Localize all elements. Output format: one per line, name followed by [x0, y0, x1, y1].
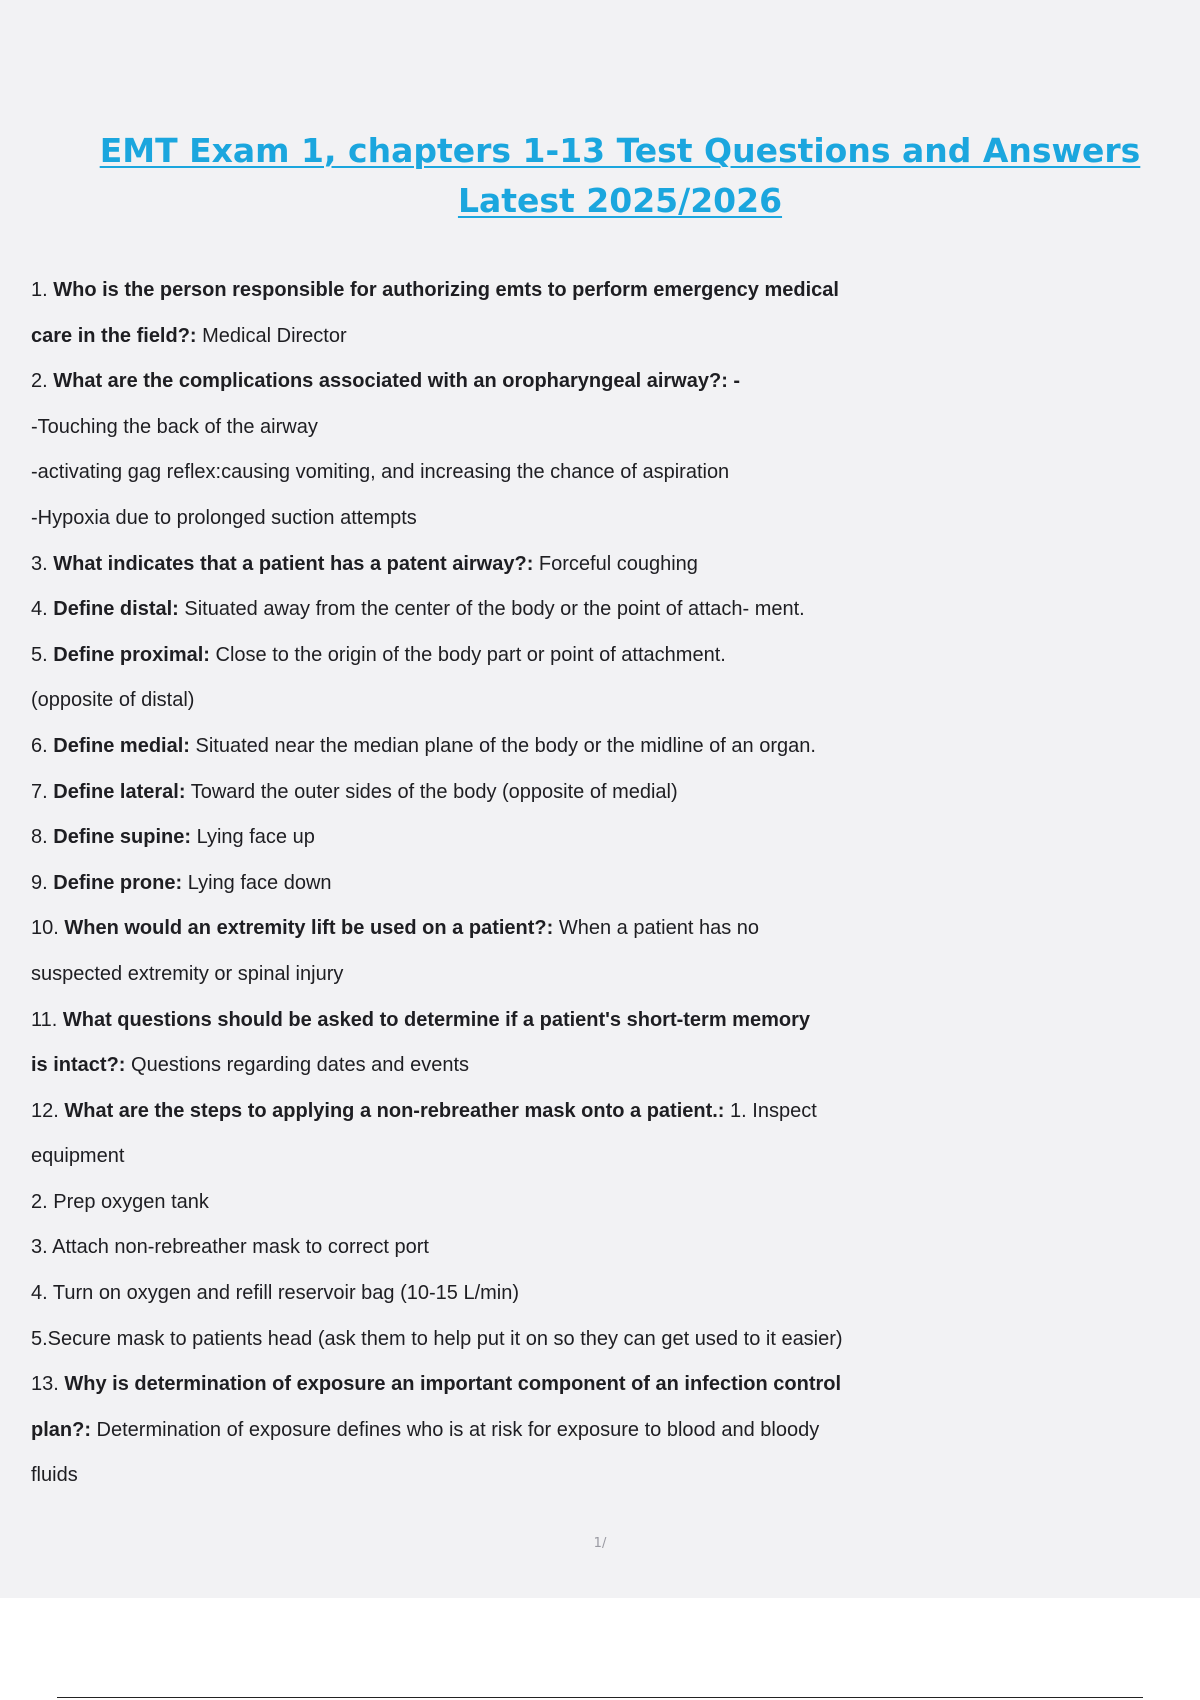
text-line: 2. Prep oxygen tank — [31, 1190, 209, 1213]
text-line: 5. Define proximal: Close to the origin of the body part or point of attachment. — [31, 643, 726, 666]
text-line: is intact?: Questions regarding dates and events — [31, 1054, 470, 1077]
text-line: 4. Turn on oxygen and refill reservoir bag (10-15 L/min) — [31, 1282, 520, 1305]
text-line: 11. What questions should be asked to determine if a patient's short-term memory — [31, 1008, 810, 1031]
text-line: 1. Who is the person responsible for authorizing emts to perform emergency medical — [31, 279, 839, 301]
text-line: 13. Why is determination of exposure an important component of an infection control — [31, 1373, 842, 1396]
page-title — [40, 126, 1200, 226]
question-list — [31, 268, 1200, 1499]
text-line: -Hypoxia due to prolonged suction attempts — [31, 506, 417, 529]
text-line: 3. What indicates that a patient has a patent airway?: Forceful coughing — [31, 552, 698, 575]
text-line: 5.Secure mask to patients head (ask them to help put it on so they can get used to it easier) — [31, 1327, 843, 1350]
title-line-2: Latest 2025/2026 — [457, 181, 783, 220]
text-line: 3. Attach non-rebreather mask to correct port — [31, 1236, 429, 1259]
text-line: equipment — [31, 1145, 125, 1168]
text-line: 12. What are the steps to applying a non-rebreather mask onto a patient.: 1. Inspect — [31, 1099, 817, 1122]
text-line: 7. Define lateral: Toward the outer sides of the body (opposite of medial) — [31, 780, 678, 803]
text-line: suspected extremity or spinal injury — [31, 962, 344, 985]
page-number: 1/ — [593, 1536, 607, 1551]
text-line: -Touching the back of the airway — [31, 415, 318, 438]
text-line: fluids — [31, 1464, 78, 1487]
text-line: 6. Define medial: Situated near the median plane of the body or the midline of an organ. — [31, 734, 816, 757]
footer-divider — [57, 1697, 1143, 1698]
text-line: 10. When would an extremity lift be used on a patient?: When a patient has no — [31, 917, 759, 940]
text-line: 4. Define distal: Situated away from the center of the body or the point of attach- ment. — [31, 598, 805, 621]
text-line: (opposite of distal) — [31, 689, 195, 712]
text-line: 9. Define prone: Lying face down — [31, 871, 332, 894]
text-line: 2. What are the complications associated with an oropharyngeal airway?: - — [31, 370, 741, 393]
text-line: -activating gag reflex:causing vomiting, and increasing the chance of aspiration — [31, 461, 730, 484]
text-line: 8. Define supine: Lying face up — [31, 826, 315, 849]
text-line: plan?: Determination of exposure defines who is at risk for exposure to blood and bloody — [31, 1418, 820, 1441]
text-line: care in the field?: Medical Director — [31, 324, 347, 347]
title-line-1: EMT Exam 1, chapters 1-13 Test Questions and Answers — [99, 131, 1141, 170]
